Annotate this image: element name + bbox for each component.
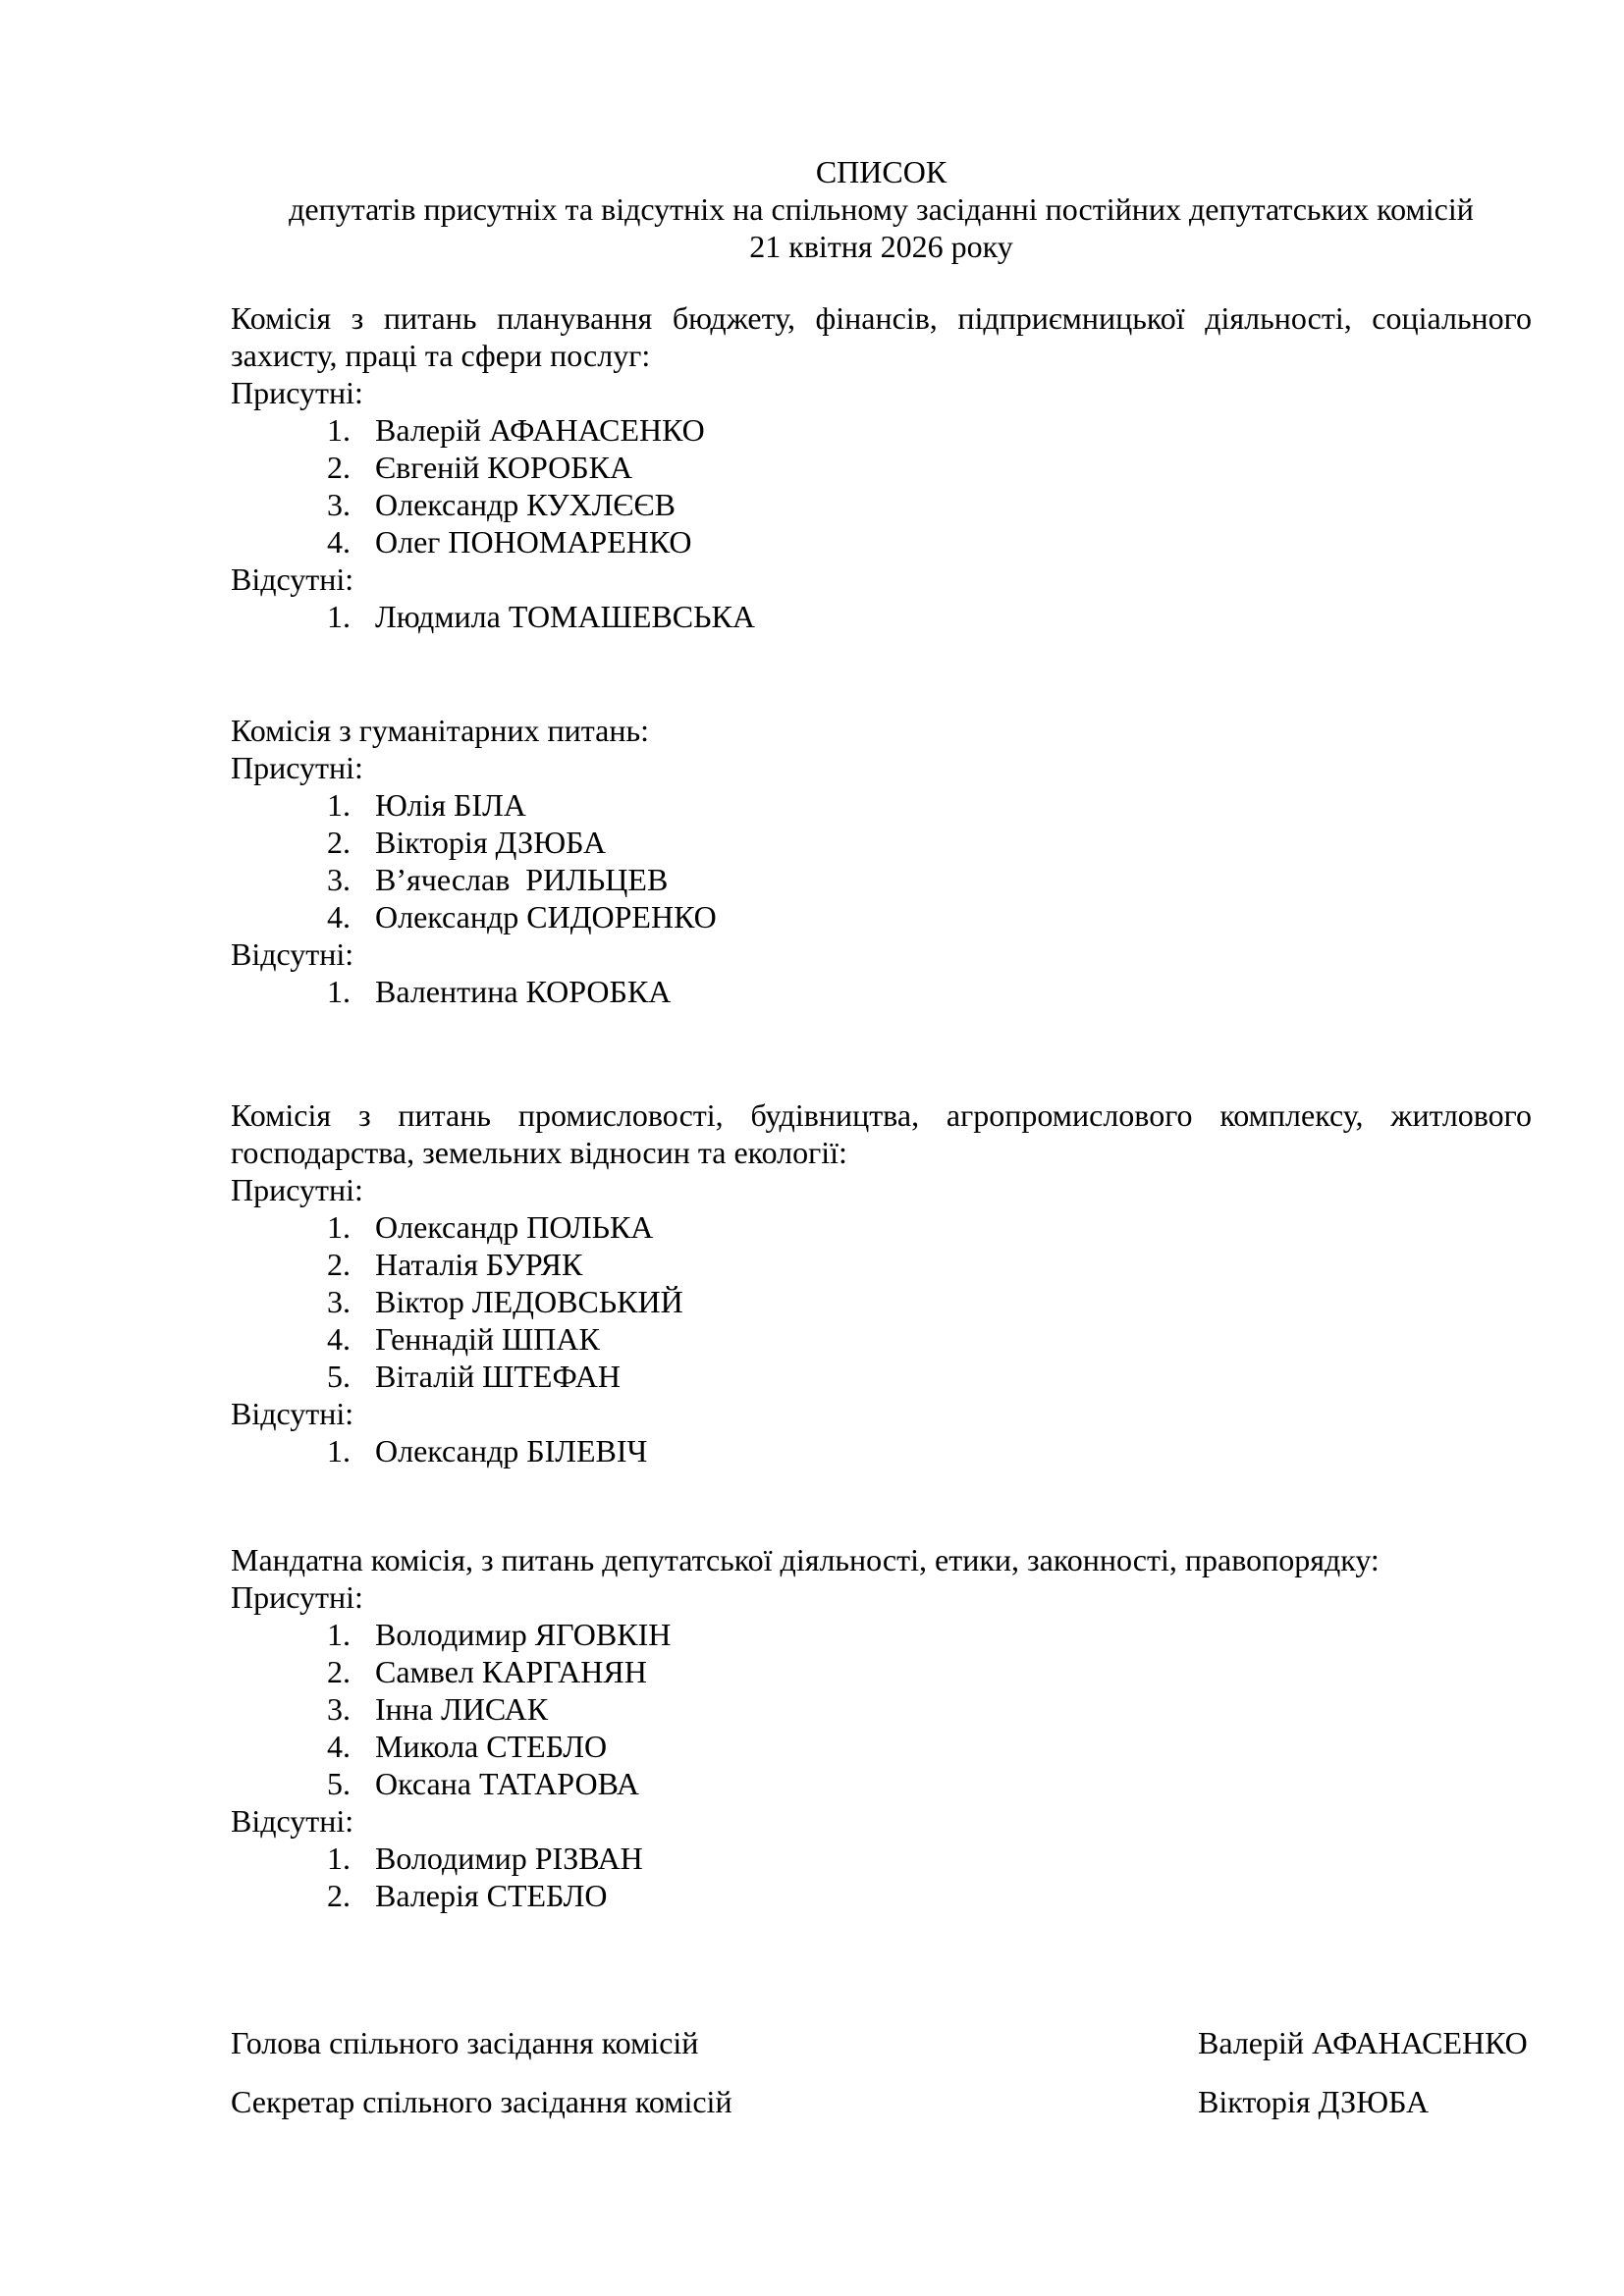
document-title: СПИСОК — [815, 154, 947, 189]
deputy-list-item — [231, 411, 1532, 449]
deputy-list-item — [231, 1653, 1532, 1690]
signature-name: Вікторія ДЗЮБА — [1198, 2084, 1430, 2119]
deputy-name: Володимир ЯГОВКІН — [375, 1617, 672, 1652]
deputy-name: Валерій АФАНАСЕНКО — [375, 412, 705, 448]
signature-row — [231, 2024, 1532, 2061]
commission-section — [231, 299, 1540, 635]
signature-row — [231, 2083, 1532, 2120]
list-number: 3. — [327, 1691, 351, 1727]
deputy-name: В’ячеслав РИЛЬЦЕВ — [375, 862, 669, 897]
list-number: 5. — [327, 1766, 351, 1801]
document-date: 21 квітня 2026 року — [749, 229, 1013, 264]
deputy-name: Віталій ШТЕФАН — [375, 1359, 621, 1394]
deputy-list-item — [231, 1728, 1532, 1765]
deputy-list-item — [231, 1246, 1532, 1283]
deputy-list-item — [231, 786, 1532, 824]
list-number: 1. — [327, 1433, 351, 1468]
deputy-list-item — [231, 523, 1532, 561]
deputy-list-item — [231, 1877, 1532, 1914]
deputy-list-item — [231, 898, 1532, 935]
signature-role: Голова спільного засідання комісій — [231, 2025, 699, 2060]
deputy-name: Юлія БІЛА — [375, 787, 526, 823]
deputy-list-item — [231, 973, 1532, 1010]
present-label: Присутні: — [231, 375, 363, 410]
list-number: 1. — [327, 787, 351, 823]
deputy-name: Олег ПОНОМАРЕНКО — [375, 524, 692, 560]
list-number: 3. — [327, 487, 351, 522]
sections-container — [231, 299, 1540, 1914]
present-label: Присутні: — [231, 1172, 363, 1207]
list-number: 1. — [327, 1617, 351, 1652]
deputy-name: Євгеній КОРОБКА — [375, 450, 633, 485]
absent-label: Відсутні: — [231, 561, 354, 597]
commission-section — [231, 1541, 1532, 1914]
present-label: Присутні: — [231, 750, 363, 785]
list-number: 4. — [327, 1729, 351, 1764]
list-number: 4. — [327, 1321, 351, 1357]
signature-name: Валерій АФАНАСЕНКО — [1198, 2025, 1528, 2060]
deputy-name: Самвел КАРГАНЯН — [375, 1654, 647, 1689]
deputy-name: Володимир РІЗВАН — [375, 1841, 643, 1876]
deputy-name: Олександр КУХЛЄЄВ — [375, 487, 676, 522]
absent-label: Відсутні: — [231, 936, 354, 972]
signature-block — [231, 2024, 1532, 2120]
deputy-list-item — [231, 1208, 1532, 1246]
signature-role: Секретар спільного засідання комісій — [231, 2084, 732, 2119]
list-number: 1. — [327, 974, 351, 1009]
deputy-list-item — [231, 449, 1532, 486]
list-number: 2. — [327, 450, 351, 485]
absent-label: Відсутні: — [231, 1396, 354, 1431]
list-number: 2. — [327, 1654, 351, 1689]
list-number: 2. — [327, 1247, 351, 1282]
deputy-list-item — [231, 1358, 1532, 1395]
deputy-list-item — [231, 598, 1532, 635]
deputy-name: Геннадій ШПАК — [375, 1321, 600, 1357]
deputy-list-item — [231, 1320, 1532, 1358]
deputy-name: Валерія СТЕБЛО — [375, 1878, 608, 1913]
deputy-list-item — [231, 1283, 1532, 1320]
absent-label: Відсутні: — [231, 1803, 354, 1839]
deputy-list-item — [231, 1432, 1532, 1469]
list-number: 1. — [327, 1209, 351, 1245]
document-subtitle: депутатів присутніх та відсутніх на спільному засіданні постійних депутатських комісій — [289, 191, 1474, 227]
commission-header: Комісія з питань промисловості, будівництва, агропромислового комплексу, житлового господарства, земельних відносин та екології: — [231, 1097, 1540, 1170]
commission-section — [231, 1096, 1540, 1469]
deputy-name: Наталія БУРЯК — [375, 1247, 583, 1282]
deputy-list-item — [231, 1616, 1532, 1653]
deputy-name: Олександр БІЛЕВІЧ — [375, 1433, 648, 1468]
present-label: Присутні: — [231, 1579, 363, 1615]
deputy-name: Віктор ЛЕДОВСЬКИЙ — [375, 1284, 683, 1319]
deputy-list-item — [231, 824, 1532, 861]
list-number: 1. — [327, 412, 351, 448]
commission-section — [231, 712, 1532, 1010]
deputy-name: Інна ЛИСАК — [375, 1691, 549, 1727]
commission-header: Комісія з питань планування бюджету, фінансів, підприємницької діяльності, соціального захисту, праці та сфери послуг: — [231, 300, 1540, 373]
deputy-name: Валентина КОРОБКА — [375, 974, 672, 1009]
deputy-name: Людмила ТОМАШЕВСЬКА — [375, 599, 755, 634]
list-number: 1. — [327, 599, 351, 634]
deputy-name: Олександр СИДОРЕНКО — [375, 899, 717, 934]
list-number: 5. — [327, 1359, 351, 1394]
deputy-list-item — [231, 1840, 1532, 1877]
deputy-list-item — [231, 861, 1532, 898]
list-number: 3. — [327, 1284, 351, 1319]
list-number: 4. — [327, 899, 351, 934]
deputy-name: Олександр ПОЛЬКА — [375, 1209, 654, 1245]
list-number: 1. — [327, 1841, 351, 1876]
commission-header: Мандатна комісія, з питань депутатської діяльності, етики, законності, правопорядку: — [231, 1542, 1380, 1577]
deputy-list-item — [231, 1765, 1532, 1802]
deputy-name: Микола СТЕБЛО — [375, 1729, 608, 1764]
deputy-name: Оксана ТАТАРОВА — [375, 1766, 640, 1801]
list-number: 2. — [327, 825, 351, 860]
title-block — [231, 153, 1532, 265]
deputy-name: Вікторія ДЗЮБА — [375, 825, 607, 860]
list-number: 2. — [327, 1878, 351, 1913]
deputy-list-item — [231, 486, 1532, 523]
deputy-list-item — [231, 1690, 1532, 1728]
list-number: 3. — [327, 862, 351, 897]
commission-header: Комісія з гуманітарних питань: — [231, 713, 649, 748]
list-number: 4. — [327, 524, 351, 560]
